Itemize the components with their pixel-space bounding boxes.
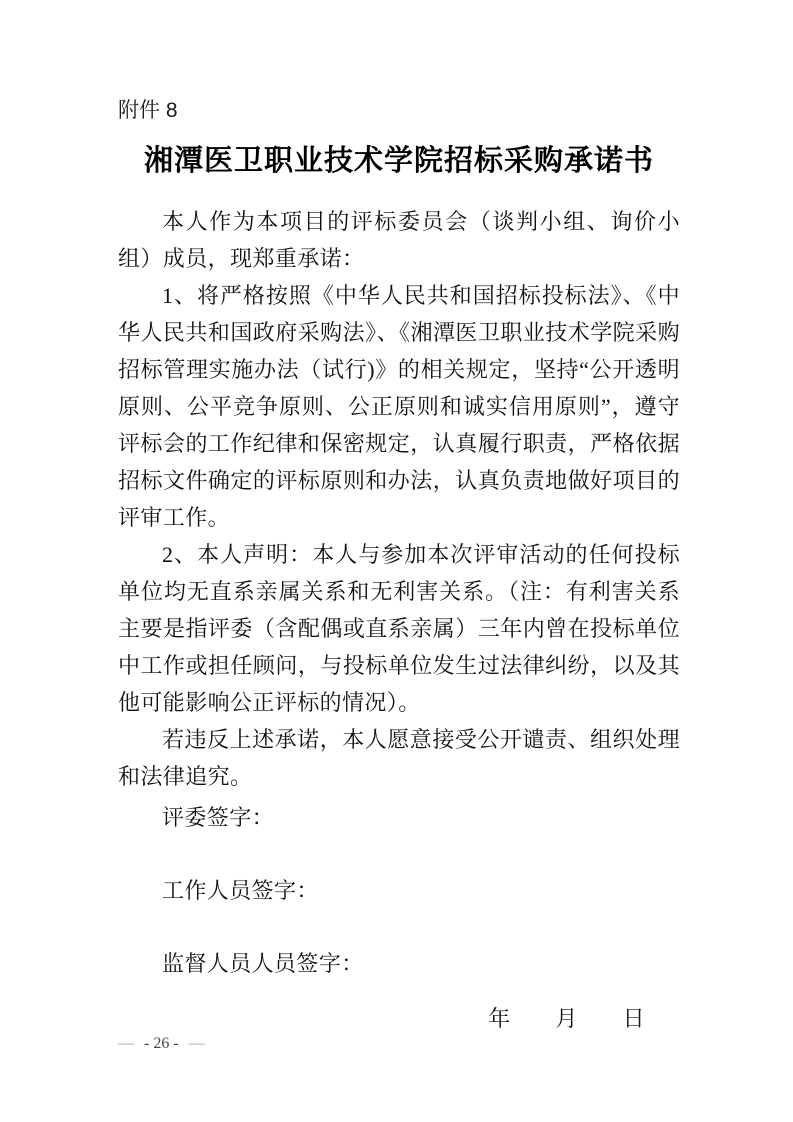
page-number: - 26 - — [144, 1035, 179, 1052]
signature-line-staff: 工作人员签字： — [162, 878, 319, 903]
paragraph-intro: 本人作为本项目的评标委员会（谈判小组、询价小组）成员，现郑重承诺： — [118, 209, 680, 271]
footer-dash-left: — — [118, 1035, 134, 1052]
document-body — [118, 203, 680, 1037]
paragraph-commitment-2: 2、本人声明：本人与参加本次评审活动的任何投标单位均无直系亲属关系和无利害关系。（注：有利害关系主要是指评委（含配偶或直系亲属）三年内曾在投标单位中工作或担任顾问，与投标单位发生过法律纠纷，以及其他可能影响公正评标的情况）。 — [118, 542, 680, 715]
page-footer — [118, 1034, 205, 1054]
signature-line-evaluator: 评委签字： — [162, 805, 275, 830]
footer-dash-right: — — [188, 1035, 205, 1052]
document-title: 湘潭医卫职业技术学院招标采购承诺书 — [143, 145, 654, 177]
paragraph-commitment-1: 1、将严格按照《中华人民共和国招标投标法》、《中华人民共和国政府采购法》、《湘潭医卫职业技术学院采购招标管理实施办法（试行)》的相关规定，坚持“公开透明原则、公平竞争原则、公正原则和诚实信用原则”，遵守评标会的工作纪律和保密规定，认真履行职责，严格依据招标文件确定的评标原则和办法，认真负责地做好项目的评审工作。 — [118, 283, 680, 530]
signature-line-supervisor: 监督人员人员签字： — [162, 951, 364, 976]
document-content — [118, 97, 680, 1037]
paragraph-violation-clause: 若违反上述承诺，本人愿意接受公开谴责、组织处理和法律追究。 — [118, 727, 680, 789]
date-line: 年 月 日 — [488, 1006, 645, 1031]
attachment-label: 附件 8 — [118, 99, 178, 122]
